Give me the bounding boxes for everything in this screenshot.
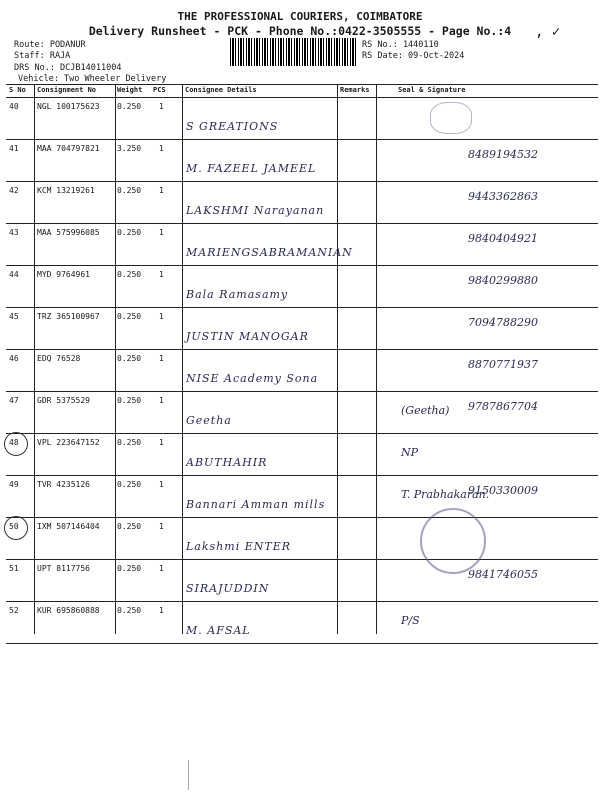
consignment-number: GDR 5375529 bbox=[37, 396, 90, 405]
phone-number: 9840404921 bbox=[468, 232, 538, 245]
consignee-name: S GREATIONS bbox=[186, 120, 279, 133]
pcs-value: 1 bbox=[159, 186, 164, 195]
table-row bbox=[6, 434, 598, 476]
phone-number: 8870771937 bbox=[468, 358, 538, 371]
consignee-name: SIRAJUDDIN bbox=[186, 582, 270, 595]
signature-text: T. Prabhakaran. bbox=[401, 488, 490, 501]
consignment-number: MAA 704797821 bbox=[37, 144, 100, 153]
consignee-name: LAKSHMI Narayanan bbox=[186, 204, 325, 217]
serial-number: 52 bbox=[9, 606, 19, 615]
table-row bbox=[6, 140, 598, 182]
table-row bbox=[6, 350, 598, 392]
signature-text: (Geetha) bbox=[401, 404, 450, 417]
signature-text: NP bbox=[401, 446, 419, 459]
pcs-value: 1 bbox=[159, 228, 164, 237]
table-row bbox=[6, 224, 598, 266]
table-row bbox=[6, 392, 598, 434]
pcs-value: 1 bbox=[159, 522, 164, 531]
table-row bbox=[6, 98, 598, 140]
signature-text: P/S bbox=[401, 614, 420, 627]
consignee-name: Bannari Amman mills bbox=[186, 498, 326, 511]
pcs-value: 1 bbox=[159, 270, 164, 279]
weight-value: 0.250 bbox=[117, 606, 142, 615]
serial-number: 48 bbox=[9, 438, 19, 447]
table-row bbox=[6, 308, 598, 350]
pcs-value: 1 bbox=[159, 438, 164, 447]
col-weight: Weight bbox=[117, 86, 143, 94]
pcs-value: 1 bbox=[159, 480, 164, 489]
vehicle-label: Vehicle: Two Wheeler Delivery bbox=[18, 74, 167, 84]
col-pcs: PCS bbox=[153, 86, 166, 94]
consignee-name: M. FAZEEL JAMEEL bbox=[186, 162, 317, 175]
pcs-value: 1 bbox=[159, 396, 164, 405]
table-header bbox=[6, 84, 598, 98]
consignee-name: Bala Ramasamy bbox=[186, 288, 289, 301]
col-remarks: Remarks bbox=[340, 86, 370, 94]
table-row bbox=[6, 560, 598, 602]
phone-number: 9150330009 bbox=[468, 484, 538, 497]
pen-mark: , ✓ bbox=[535, 24, 561, 40]
consignment-number: NGL 100175623 bbox=[37, 102, 100, 111]
delivery-stamp bbox=[420, 508, 486, 574]
serial-number: 40 bbox=[9, 102, 19, 111]
serial-number: 47 bbox=[9, 396, 19, 405]
consignment-number: TVR 4235126 bbox=[37, 480, 90, 489]
phone-number: 9443362863 bbox=[468, 190, 538, 203]
weight-value: 0.250 bbox=[117, 438, 142, 447]
table-row bbox=[6, 602, 598, 644]
runsheet-table bbox=[6, 84, 598, 644]
rs-number: RS No.: 1440110 bbox=[362, 40, 439, 50]
weight-value: 0.250 bbox=[117, 312, 142, 321]
table-row bbox=[6, 476, 598, 518]
consignment-number: KCM 13219261 bbox=[37, 186, 95, 195]
col-seal-signature: Seal & Signature bbox=[398, 86, 466, 94]
serial-number: 44 bbox=[9, 270, 19, 279]
consignment-number: EDQ 76528 bbox=[37, 354, 81, 363]
serial-number: 49 bbox=[9, 480, 19, 489]
consignment-number: IXM 507146404 bbox=[37, 522, 100, 531]
pen-tick bbox=[188, 760, 190, 790]
phone-number: 9841746055 bbox=[468, 568, 538, 581]
consignee-name: NISE Academy Sona bbox=[186, 372, 319, 385]
consignee-name: Geetha bbox=[186, 414, 232, 427]
staff-label: Staff: RAJA bbox=[14, 51, 71, 61]
consignee-name: JUSTIN MANOGAR bbox=[186, 330, 309, 343]
consignment-number: UPT 8117756 bbox=[37, 564, 90, 573]
weight-value: 0.250 bbox=[117, 228, 142, 237]
phone-number: 9840299880 bbox=[468, 274, 538, 287]
col-consignment: Consignment No bbox=[37, 86, 97, 94]
company-title: THE PROFESSIONAL COURIERS, COIMBATORE bbox=[177, 10, 423, 23]
phone-number: 8489194532 bbox=[468, 148, 538, 161]
pcs-value: 1 bbox=[159, 564, 164, 573]
pcs-value: 1 bbox=[159, 102, 164, 111]
drs-number: DRS No.: DCJB14011004 bbox=[14, 63, 122, 73]
serial-number: 45 bbox=[9, 312, 19, 321]
consignee-name: MARIENGSABRAMANIAN bbox=[186, 246, 353, 259]
consignment-number: MAA 575996085 bbox=[37, 228, 100, 237]
route-label: Route: PODANUR bbox=[14, 40, 86, 50]
weight-value: 0.250 bbox=[117, 522, 142, 531]
consignment-number: MYD 9764961 bbox=[37, 270, 90, 279]
weight-value: 0.250 bbox=[117, 564, 142, 573]
phone-number: 9787867704 bbox=[468, 400, 538, 413]
table-row bbox=[6, 266, 598, 308]
consignee-name: Lakshmi ENTER bbox=[186, 540, 292, 553]
consignment-number: VPL 223647152 bbox=[37, 438, 100, 447]
pcs-value: 1 bbox=[159, 354, 164, 363]
runsheet-subtitle: Delivery Runsheet - PCK - Phone No.:0422-3505555 - Page No.:4 bbox=[88, 24, 512, 38]
serial-number: 41 bbox=[9, 144, 19, 153]
consignee-name: M. AFSAL bbox=[186, 624, 251, 637]
col-sno: S No bbox=[9, 86, 26, 94]
weight-value: 0.250 bbox=[117, 480, 142, 489]
weight-value: 0.250 bbox=[117, 396, 142, 405]
weight-value: 0.250 bbox=[117, 354, 142, 363]
weight-value: 0.250 bbox=[117, 186, 142, 195]
table-row bbox=[6, 518, 598, 560]
weight-value: 0.250 bbox=[117, 102, 142, 111]
pcs-value: 1 bbox=[159, 312, 164, 321]
pcs-value: 1 bbox=[159, 606, 164, 615]
phone-number: 7094788290 bbox=[468, 316, 538, 329]
table-row bbox=[6, 182, 598, 224]
weight-value: 3.250 bbox=[117, 144, 142, 153]
col-consignee: Consignee Details bbox=[185, 86, 257, 94]
consignment-number: TRZ 365100967 bbox=[37, 312, 100, 321]
weight-value: 0.250 bbox=[117, 270, 142, 279]
serial-number: 46 bbox=[9, 354, 19, 363]
serial-number: 43 bbox=[9, 228, 19, 237]
seal-stamp bbox=[430, 102, 472, 134]
rs-date: RS Date: 09-Oct-2024 bbox=[362, 51, 465, 61]
serial-number: 42 bbox=[9, 186, 19, 195]
serial-number: 50 bbox=[9, 522, 19, 531]
handwritten-circle bbox=[4, 516, 28, 540]
handwritten-circle bbox=[4, 432, 28, 456]
pcs-value: 1 bbox=[159, 144, 164, 153]
consignment-number: KUR 695860888 bbox=[37, 606, 100, 615]
serial-number: 51 bbox=[9, 564, 19, 573]
consignee-name: ABUTHAHIR bbox=[186, 456, 268, 469]
barcode bbox=[230, 38, 358, 66]
